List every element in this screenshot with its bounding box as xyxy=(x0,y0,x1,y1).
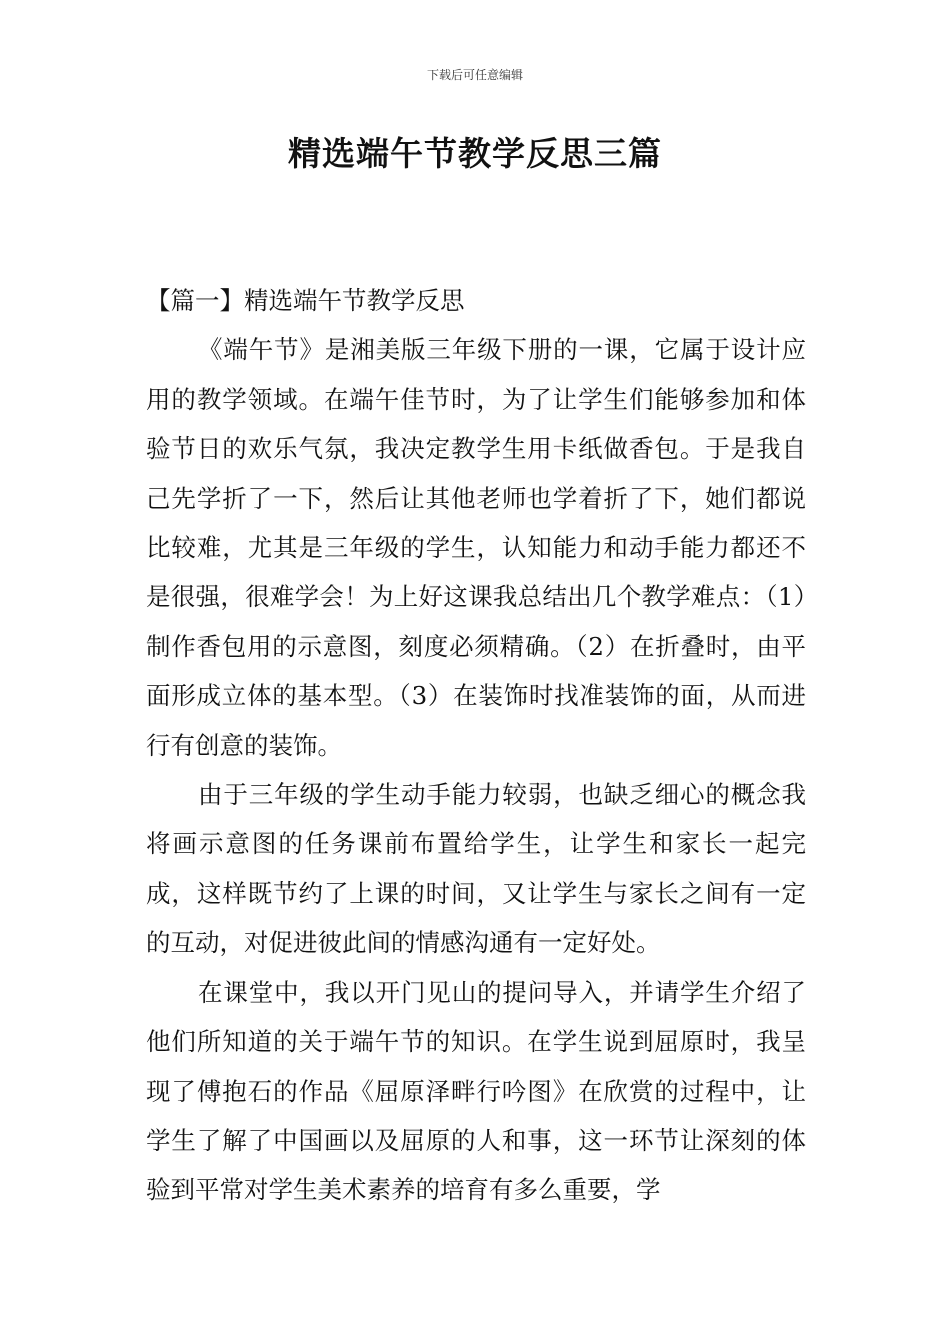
paragraph: 《端午节》是湘美版三年级下册的一课，它属于设计应用的教学领域。在端午佳节时，为了让学生们能够参加和体验节日的欢乐气氛，我决定教学生用卡纸做香包。于是我自己先学折了一下，然后让其他老师也学着折了下，她们都说比较难，尤其是三年级的学生，认知能力和动手能力都还不是很强，很难学会！为上好这课我总结出几个教学难点：（1）制作香包用的示意图，刻度必须精确。（2）在折叠时，由平面形成立体的基本型。（3）在装饰时找准装饰的面，从而进行有创意的装饰。 xyxy=(146,335,806,760)
header-note: 下载后可任意编辑 xyxy=(426,68,523,82)
document-title: 精选端午节教学反思三篇 xyxy=(288,134,662,173)
paragraph: 在课堂中，我以开门见山的提问导入，并请学生介绍了他们所知道的关于端午节的知识。在学生说到屈原时，我呈现了傅抱石的作品《屈原泽畔行吟图》在欣赏的过程中，让学生了解了中国画以及屈原的人和事，这一环节让深刻的体验到平常对学生美术素养的培育有多么重要，学 xyxy=(146,977,806,1205)
paragraph: 由于三年级的学生动手能力较弱，也缺乏细心的概念我将画示意图的任务课前布置给学生，让学生和家长一起完成，这样既节约了上课的时间，又让学生与家长之间有一定的互动，对促进彼此间的情感沟通有一定好处。 xyxy=(146,780,806,958)
section-heading: 【篇一】精选端午节教学反思 xyxy=(146,286,465,315)
document-body xyxy=(146,276,806,1215)
